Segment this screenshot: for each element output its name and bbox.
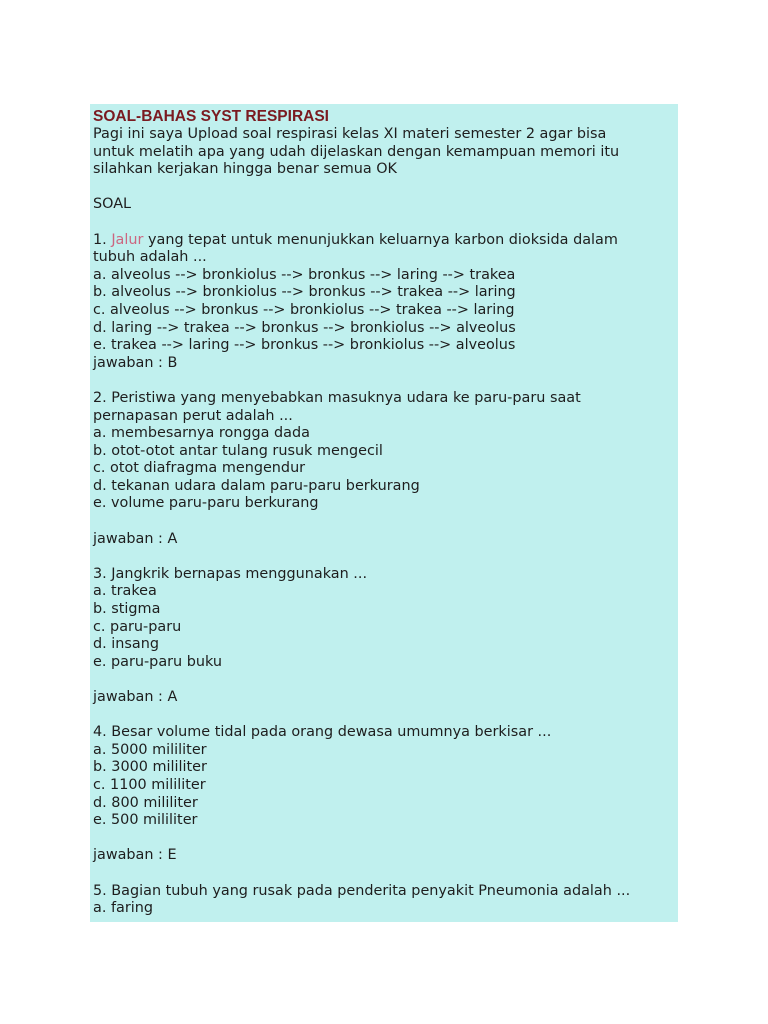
option-item: a. 5000 mililiter: [93, 741, 207, 758]
question-5-text: 5. Bagian tubuh yang rusak pada penderita penyakit Pneumonia adalah ...: [93, 882, 631, 899]
option-item: d. insang: [93, 636, 159, 653]
question-1-text: [93, 232, 675, 250]
question-number: 1.: [93, 231, 112, 248]
spacer: [93, 179, 675, 197]
option-item: b. 3000 mililiter: [93, 759, 207, 776]
option-item: a. faring: [93, 900, 154, 917]
spacer: [93, 830, 675, 848]
spacer: [93, 513, 675, 531]
option-item: c. paru-paru: [93, 618, 182, 635]
option-item: d. laring --> trakea --> bronkus --> bronkiolus --> alveolus: [93, 319, 516, 336]
intro-line: silahkan kerjakan hingga benar semua OK: [93, 161, 397, 178]
option-item: d. tekanan udara dalam paru-paru berkurang: [93, 477, 420, 494]
option-item: c. alveolus --> bronkus --> bronkiolus --> trakea --> laring: [93, 301, 515, 318]
option-item: b. alveolus --> bronkiolus --> bronkus --> trakea --> laring: [93, 284, 516, 301]
document-title: SOAL-BAHAS SYST RESPIRASI: [93, 108, 329, 125]
option-item: b. stigma: [93, 601, 161, 618]
question-4-text: 4. Besar volume tidal pada orang dewasa umumnya berkisar ...: [93, 724, 552, 741]
option-item: e. paru-paru buku: [93, 653, 223, 670]
document-page: [90, 104, 678, 922]
question-2-text-cont: pernapasan perut adalah ...: [93, 407, 293, 424]
jalur-link[interactable]: Jalur: [111, 231, 144, 248]
option-item: a. membesarnya rongga dada: [93, 425, 310, 442]
option-item: c. otot diafragma mengendur: [93, 460, 306, 477]
answer-line: jawaban : B: [93, 354, 178, 371]
intro-line: Pagi ini saya Upload soal respirasi kelas XI materi semester 2 agar bisa: [93, 126, 607, 142]
question-text: yang tepat untuk menunjukkan keluarnya karbon dioksida dalam: [143, 231, 618, 248]
question-2-text: 2. Peristiwa yang menyebabkan masuknya udara ke paru-paru saat: [93, 389, 581, 406]
option-item: e. volume paru-paru berkurang: [93, 495, 319, 512]
question-3-text: 3. Jangkrik bernapas menggunakan ...: [93, 565, 368, 582]
soal-heading: SOAL: [93, 196, 132, 213]
option-item: e. trakea --> laring --> bronkus --> bronkiolus --> alveolus: [93, 337, 516, 354]
option-item: b. otot-otot antar tulang rusuk mengecil: [93, 442, 383, 459]
option-item: c. 1100 mililiter: [93, 776, 206, 793]
spacer: [93, 707, 675, 725]
spacer: [93, 548, 675, 566]
answer-line: jawaban : A: [93, 689, 178, 705]
answer-line: jawaban : E: [93, 847, 177, 864]
spacer: [93, 372, 675, 390]
option-item: a. alveolus --> bronkiolus --> bronkus --> laring --> trakea: [93, 266, 516, 283]
intro-line: untuk melatih apa yang udah dijelaskan dengan kemampuan memori itu: [93, 143, 620, 160]
question-1-text-cont: tubuh adalah ...: [93, 249, 207, 266]
option-item: a. trakea: [93, 583, 157, 600]
spacer: [93, 865, 675, 883]
option-item: d. 800 mililiter: [93, 794, 198, 811]
spacer: [93, 671, 675, 689]
spacer: [93, 214, 675, 232]
option-item: e. 500 mililiter: [93, 812, 198, 829]
answer-line: jawaban : A: [93, 530, 178, 547]
